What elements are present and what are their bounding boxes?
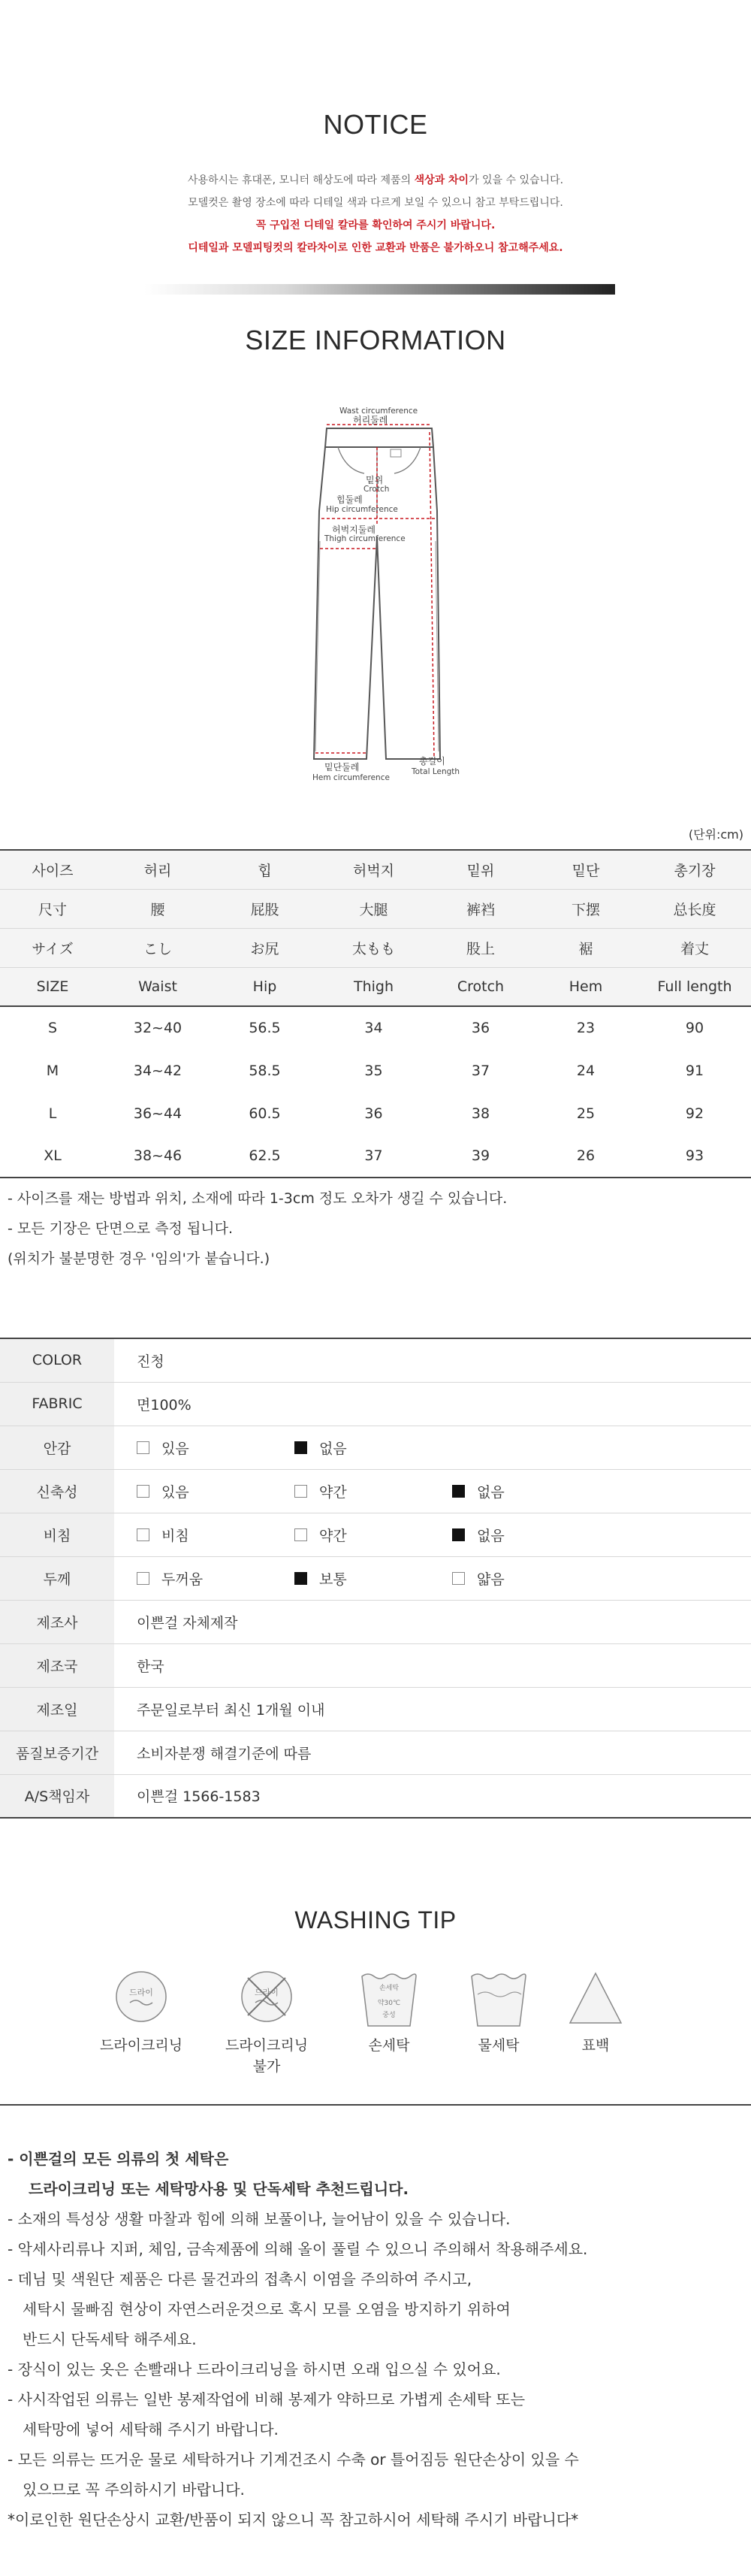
sheer-option-slight-label: 약간 (319, 1527, 347, 1544)
wash-note-7: - 모든 의류는 뜨거운 물로 세탁하거나 기계건조시 수축 or 틀어짐등 원단손상이 있을 수 (8, 2451, 579, 2469)
size-table-header-cell: 下摆 (533, 889, 638, 928)
size-table-header-cell: 着丈 (638, 928, 751, 967)
lining-option-yes-label: 있음 (161, 1440, 189, 1457)
size-table-header-cell: 太もも (319, 928, 428, 967)
size-table-cell: 36 (364, 1105, 383, 1122)
size-table-cell: 34~42 (133, 1062, 182, 1079)
dry-clean-icon-text: 드라이 (129, 1988, 153, 1997)
size-table-cell: 38 (471, 1105, 490, 1122)
size-table (0, 849, 751, 1178)
as-value: 이쁜걸 1566-1583 (114, 1774, 751, 1818)
stretch-label: 신축성 (0, 1469, 114, 1513)
notice-line-1 (0, 169, 751, 192)
wash-note-8: *이로인한 원단손상시 교환/반품이 되지 않으니 꼭 참고하시어 세탁해 주시기 바랍니다* (8, 2511, 579, 2529)
info-row-lining (0, 1426, 751, 1469)
size-table-cell: 92 (685, 1105, 704, 1122)
checkbox-empty-icon (137, 1485, 149, 1498)
fabric-label: FABRIC (0, 1382, 114, 1426)
washing-section-title (0, 1906, 751, 1934)
dry-clean-item (96, 1969, 186, 2056)
size-table-header-cell: 裤裆 (428, 889, 533, 928)
size-table-row (0, 1049, 751, 1092)
maker-value: 이쁜걸 자체제작 (114, 1600, 751, 1643)
size-table-cell: 62.5 (210, 1135, 319, 1178)
sheer-option-no (452, 1525, 610, 1545)
notice-line-1-text: 사용하시는 휴대폰, 모니터 해상도에 따라 제품의 (187, 174, 415, 186)
size-table-header-row (0, 889, 751, 928)
size-table-cell: 60.5 (249, 1105, 281, 1122)
size-table-cell: 91 (685, 1062, 704, 1079)
length-label-en: Total Length (412, 767, 460, 776)
no-dry-clean-label (218, 2035, 315, 2077)
size-table-header-cell: Thigh (319, 967, 428, 1006)
dry-clean-label: 드라이크리닝 (99, 2037, 183, 2054)
lining-option-no-label: 없음 (319, 1440, 347, 1457)
size-table-cell: 36 (471, 1020, 490, 1036)
wash-note-1: - 이쁜걸의 모든 의류의 첫 세탁은 (8, 2150, 229, 2168)
size-table-cell: 35 (364, 1062, 383, 1079)
info-row-stretch (0, 1469, 751, 1513)
thigh-label-en: Thigh circumference (324, 534, 406, 543)
wash-note-4b: 세탁시 물빠짐 현상이 자연스러운것으로 혹시 모를 오염을 방지하기 위하여 (23, 2300, 511, 2318)
dry-clean-icon (113, 1969, 169, 2024)
size-table-header-cell: サイズ (0, 928, 105, 967)
no-dry-clean-label-line1: 드라이크리닝 (225, 2037, 309, 2054)
thickness-option-thin (452, 1568, 610, 1589)
hand-wash-icon (357, 1969, 421, 2032)
water-wash-label: 물세탁 (478, 2037, 520, 2054)
waist-label-en: Wast circumference (339, 407, 418, 416)
hand-wash-icon-top: 손세탁 (379, 1985, 400, 1992)
info-row-thickness (0, 1556, 751, 1600)
size-note-3: (위치가 불분명한 경우 '임의'가 붙습니다.) (8, 1250, 270, 1267)
size-note-2: - 모든 기장은 단면으로 측정 됩니다. (8, 1220, 234, 1237)
notice-line-2: 모델컷은 촬영 장소에 따라 디테일 색과 다르게 보일 수 있으니 참고 부탁드립니다. (188, 197, 563, 209)
sheer-option-yes-label: 비침 (161, 1527, 189, 1544)
size-table-cell: 38~46 (105, 1135, 210, 1178)
no-dry-clean-label-line2: 불가 (252, 2058, 281, 2075)
size-table-cell: 56.5 (249, 1020, 281, 1036)
country-value: 한국 (114, 1643, 751, 1687)
stretch-option-no (452, 1481, 610, 1501)
fabric-value: 면100% (114, 1382, 751, 1426)
size-table-cell: 24 (576, 1062, 596, 1079)
checkbox-empty-icon (452, 1572, 465, 1585)
checkbox-filled-icon (294, 1572, 307, 1585)
size-table-cell: 25 (576, 1105, 596, 1122)
size-table-header-cell: 腰 (105, 889, 210, 928)
checkbox-filled-icon (294, 1441, 307, 1454)
thickness-option-thin-label: 얇음 (477, 1571, 505, 1588)
color-value: 진청 (114, 1338, 751, 1382)
warranty-label: 품질보증기간 (0, 1731, 114, 1774)
size-table-cell: 39 (428, 1135, 533, 1178)
size-table-header-cell: 股上 (428, 928, 533, 967)
size-table-cell: 34 (364, 1020, 383, 1036)
size-table-header-cell: 尺寸 (0, 889, 105, 928)
sheer-option-no-label: 없음 (477, 1527, 505, 1544)
size-table-cell: XL (0, 1135, 105, 1178)
hip-label-en: Hip circumference (326, 505, 398, 514)
crotch-label-ko: 밑위 (366, 475, 384, 485)
sheer-option-slight (294, 1525, 452, 1545)
lining-option-no (294, 1438, 452, 1458)
washing-title: WASHING TIP (294, 1906, 457, 1934)
product-info-table (0, 1338, 751, 1819)
checkbox-filled-icon (452, 1528, 465, 1541)
no-dry-clean-icon (239, 1969, 294, 2024)
size-table-header-cell: SIZE (0, 967, 105, 1006)
size-table-header-cell: 裾 (533, 928, 638, 967)
wash-note-3: - 악세사리류나 지퍼, 체임, 금속제품에 의해 올이 풀릴 수 있으니 주의해서 착용해주세요. (8, 2240, 588, 2258)
wash-note-6b: 세탁망에 넣어 세탁해 주시기 바랍니다. (23, 2420, 279, 2438)
thickness-option-thick-label: 두꺼움 (161, 1571, 204, 1588)
info-row-as (0, 1774, 751, 1818)
thickness-option-thick (137, 1568, 294, 1589)
size-table-header-cell: 屁股 (210, 889, 319, 928)
stretch-option-yes (137, 1481, 294, 1501)
hand-wash-icon-bot: 중성 (382, 2012, 396, 2019)
bleach-icon (567, 1969, 624, 2029)
size-table-cell: 26 (533, 1135, 638, 1178)
wash-note-7b: 있으므로 꼭 주의하시기 바랍니다. (23, 2481, 245, 2499)
size-table-header-cell: お尻 (210, 928, 319, 967)
notice-title: NOTICE (323, 109, 428, 140)
sheer-option-yes (137, 1525, 294, 1545)
wash-note-4: - 데님 및 색원단 제품은 다른 물건과의 접촉시 이염을 주의하여 주시고, (8, 2270, 472, 2288)
size-table-header-cell: 사이즈 (0, 850, 105, 889)
size-table-header-cell: こし (105, 928, 210, 967)
wash-note-5: - 장식이 있는 옷은 손빨래나 드라이크리닝을 하시면 오래 입으실 수 있어요. (8, 2360, 501, 2378)
size-table-cell: 93 (638, 1135, 751, 1178)
size-table-cell: 37 (319, 1135, 428, 1178)
stretch-option-slight-label: 약간 (319, 1483, 347, 1501)
notice-line-1-emphasis: 색상과 차이 (414, 174, 469, 186)
notice-line-3: 꼭 구입전 디테일 칼라를 확인하여 주시기 바랍니다. (255, 219, 496, 231)
wash-note-1b: 드라이크리닝 또는 세탁망사용 및 단독세탁 추천드립니다. (29, 2180, 409, 2198)
info-row-country (0, 1643, 751, 1687)
as-label: A/S책임자 (0, 1774, 114, 1818)
hip-label-ko: 힙둘레 (336, 494, 363, 505)
size-info-title: SIZE INFORMATION (245, 325, 506, 355)
size-table-cell: 90 (685, 1020, 704, 1036)
thickness-option-normal-label: 보통 (319, 1571, 347, 1588)
bleach-item (562, 1969, 629, 2056)
size-table-header-cell: Full length (638, 967, 751, 1006)
checkbox-empty-icon (137, 1528, 149, 1541)
info-row-date (0, 1687, 751, 1731)
size-table-cell: 58.5 (249, 1062, 281, 1079)
info-row-maker (0, 1600, 751, 1643)
thickness-option-normal (294, 1568, 452, 1589)
warranty-value: 소비자분쟁 해결기준에 따름 (114, 1731, 751, 1774)
washing-icons (0, 1969, 751, 2104)
checkbox-empty-icon (137, 1572, 149, 1585)
size-table-cell: L (48, 1105, 57, 1122)
size-table-header-cell: Crotch (428, 967, 533, 1006)
size-table-header-row (0, 850, 751, 889)
size-table-cell: M (46, 1062, 59, 1079)
size-table-header-cell: 밑위 (428, 850, 533, 889)
date-value: 주문일로부터 최신 1개월 이내 (114, 1687, 751, 1731)
bleach-label: 표백 (581, 2037, 610, 2054)
checkbox-empty-icon (294, 1528, 307, 1541)
notice-line-4: 디테일과 모델피팅컷의 칼라차이로 인한 교환과 반품은 불가하오니 참고해주세요. (188, 242, 563, 254)
checkbox-filled-icon (452, 1485, 465, 1498)
gradient-divider (144, 284, 615, 295)
no-dry-clean-item (218, 1969, 315, 2077)
info-row-warranty (0, 1731, 751, 1774)
size-table-header-cell: Hip (210, 967, 319, 1006)
checkbox-empty-icon (137, 1441, 149, 1454)
size-table-header-row (0, 967, 751, 1006)
info-row-color (0, 1338, 751, 1382)
size-table-header-cell: Waist (105, 967, 210, 1006)
no-dry-clean-icon-text: 드라이 (255, 1988, 279, 1997)
hand-wash-label: 손세탁 (368, 2037, 410, 2054)
size-table-header-cell: 허벅지 (319, 850, 428, 889)
water-wash-item (461, 1969, 536, 2056)
stretch-option-slight (294, 1481, 452, 1501)
size-table-header-cell: 大腿 (319, 889, 428, 928)
size-table-header-cell: 총기장 (638, 850, 751, 889)
size-table-row (0, 1006, 751, 1049)
size-table-cell: 32~40 (133, 1020, 182, 1036)
hand-wash-icon-mid: 약30℃ (377, 2000, 401, 2007)
hem-label-ko: 밑단둘레 (324, 762, 360, 772)
lining-label: 안감 (0, 1426, 114, 1469)
size-table-cell: 23 (576, 1020, 596, 1036)
size-info-section-title (0, 325, 751, 356)
size-table-header-cell: Hem (533, 967, 638, 1006)
notice-line-1-tail: 가 있을 수 있습니다. (469, 174, 564, 186)
length-label-ko: 총길이 (419, 756, 445, 766)
water-wash-icon (467, 1969, 530, 2032)
pants-diagram (293, 406, 466, 797)
notice-section (0, 109, 751, 259)
washing-notes (8, 2144, 587, 2535)
hem-label-en: Hem circumference (312, 773, 390, 782)
stretch-option-yes-label: 있음 (161, 1483, 189, 1501)
size-note-1: - 사이즈를 재는 방법과 위치, 소재에 따라 1-3cm 정도 오차가 생길 수 있습니다. (8, 1190, 508, 1207)
crotch-label-en: Crotch (363, 485, 390, 494)
size-table-row (0, 1092, 751, 1135)
size-table-header-cell: 허리 (105, 850, 210, 889)
pants-outline-icon (293, 406, 466, 797)
size-table-header-cell: 힙 (210, 850, 319, 889)
country-label: 제조국 (0, 1643, 114, 1687)
unit-label: (단위:cm) (688, 827, 743, 842)
thigh-label-ko: 허벅지둘레 (332, 525, 376, 535)
washing-divider (0, 2104, 751, 2106)
date-label: 제조일 (0, 1687, 114, 1731)
size-notes (8, 1184, 507, 1274)
stretch-option-no-label: 없음 (477, 1483, 505, 1501)
size-table-cell: 36~44 (133, 1105, 182, 1122)
thickness-label: 두께 (0, 1556, 114, 1600)
size-table-header-row (0, 928, 751, 967)
hand-wash-item (344, 1969, 434, 2056)
lining-option-yes (137, 1438, 294, 1458)
checkbox-empty-icon (294, 1485, 307, 1498)
wash-note-4c: 반드시 단독세탁 해주세요. (23, 2330, 197, 2348)
size-table-header-cell: 总长度 (638, 889, 751, 928)
size-table-cell: 37 (471, 1062, 490, 1079)
color-label: COLOR (0, 1338, 114, 1382)
maker-label: 제조사 (0, 1600, 114, 1643)
sheer-label: 비침 (0, 1513, 114, 1556)
size-table-header-cell: 밑단 (533, 850, 638, 889)
wash-note-2: - 소재의 특성상 생활 마찰과 힘에 의해 보풀이나, 늘어남이 있을 수 있습니다. (8, 2210, 511, 2228)
size-table-cell: S (47, 1020, 58, 1036)
waist-label-ko: 허리둘레 (353, 415, 388, 425)
size-table-row (0, 1135, 751, 1178)
info-row-fabric (0, 1382, 751, 1426)
info-row-sheer (0, 1513, 751, 1556)
wash-note-6: - 사시작업된 의류는 일반 봉제작업에 비해 봉제가 약하므로 가볍게 손세탁 또는 (8, 2390, 526, 2408)
